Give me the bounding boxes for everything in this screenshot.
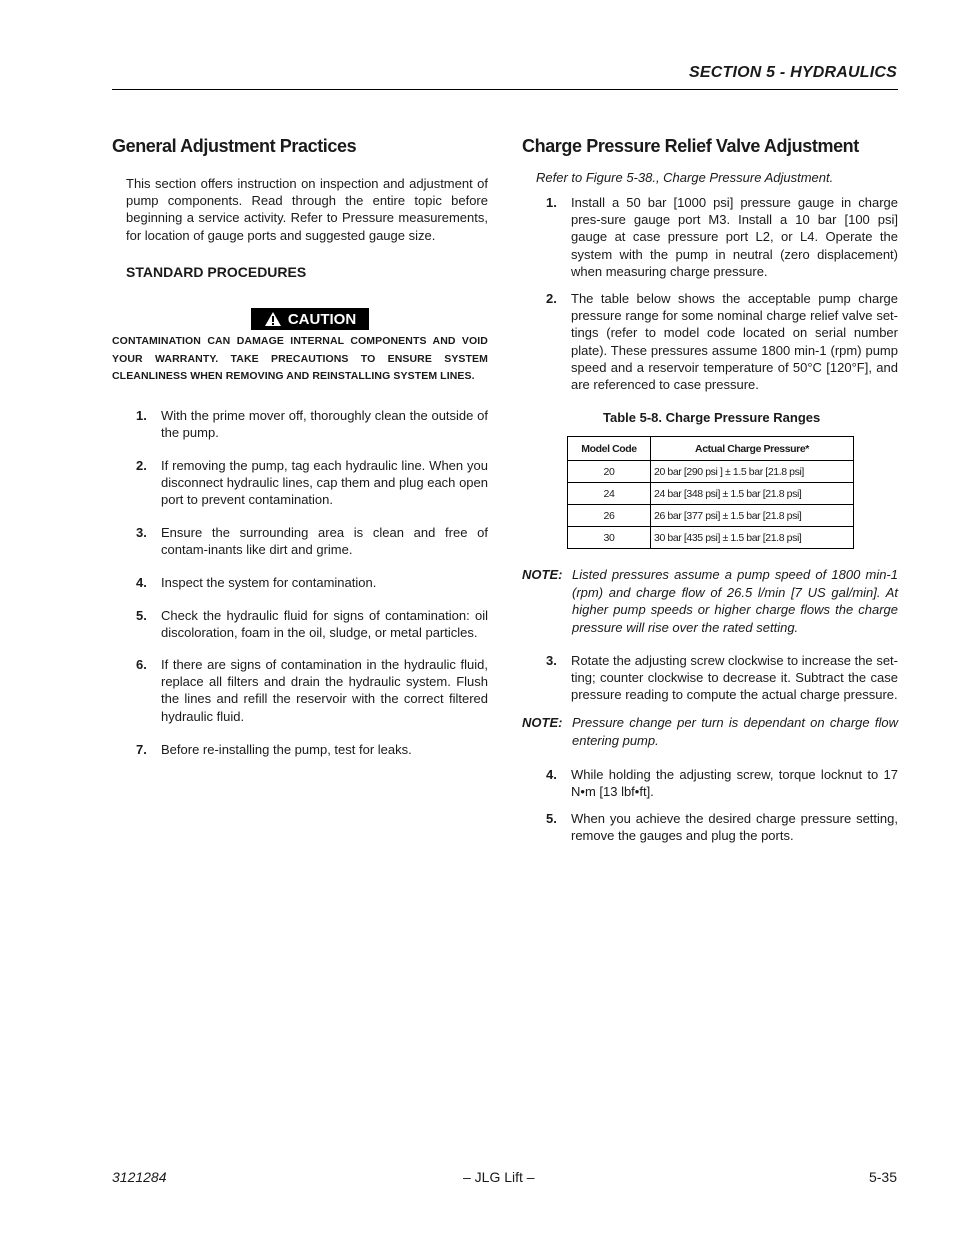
caution-text: CONTAMINATION CAN DAMAGE INTERNAL COMPONENTS AND VOID YOUR WARRANTY. TAKE PRECAUTIONS TO ENSURE SYSTEM CLEANLINESS WHEN REMOVING AND REINSTALLING SYSTEM LINES. <box>112 335 488 382</box>
table-row: 26 26 bar [377 psi] ± 1.5 bar [21.8 psi] <box>568 505 854 527</box>
footer-center: – JLG Lift – <box>463 1169 535 1185</box>
list-item: 4. While holding the adjusting screw, torque locknut to 17 N•m [13 lbf•ft]. <box>546 767 898 800</box>
list-item: 2. The table below shows the acceptable pump charge pressure range for some nominal charge relief valve set-tings (refer to model code located on serial number plate). These pressures assume 1800 min-1 (rpm) pump speed and a reservoir temperature of 50°C [120°F], and are referenced to case pressure. <box>546 291 898 393</box>
charge-pressure-table <box>567 436 854 549</box>
right-heading: Charge Pressure Relief Valve Adjustment <box>522 136 859 156</box>
figure-reference: Refer to Figure 5-38., Charge Pressure Adjustment. <box>536 170 834 185</box>
warning-icon <box>264 311 282 327</box>
list-item: 2. If removing the pump, tag each hydraulic line. When you disconnect hydraulic lines, cap them and plug each open port to prevent contamination. <box>136 458 488 508</box>
header-rule <box>112 89 898 90</box>
list-item: 5. When you achieve the desired charge pressure setting, remove the gauges and plug the ports. <box>546 811 898 844</box>
page-number: 5-35 <box>868 1169 897 1185</box>
table-row: 24 24 bar [348 psi] ± 1.5 bar [21.8 psi] <box>568 483 854 505</box>
list-item: 1. With the prime mover off, thoroughly clean the outside of the pump. <box>136 408 488 441</box>
list-item: 1. Install a 50 bar [1000 psi] pressure gauge in charge pres-sure gauge port M3. Install a 10 bar [100 psi] gauge at case pressure port L2, or L4. Operate the system with the pump in neutral (zero displacement) when measuring charge pressure. <box>546 195 898 279</box>
note-1: NOTE: Listed pressures assume a pump speed of 1800 min-1 (rpm) and charge flow of 26.5 l/min [7 US gal/min]. At higher pump speeds or higher charge flows the charge pressure will rise over the rated setting. <box>522 567 898 635</box>
list-item: 6. If there are signs of contamination in the hydraulic fluid, replace all filters and drain the hydraulic system. Flush the lines and refill the reservoir with the correct filtered hydraulic fluid. <box>136 657 488 724</box>
section-title: SECTION 5 - HYDRAULICS <box>689 64 897 81</box>
standard-procedures-heading: STANDARD PROCEDURES <box>126 264 307 280</box>
table-row: 20 20 bar [290 psi ] ± 1.5 bar [21.8 psi] <box>568 461 854 483</box>
left-intro: This section offers instruction on inspection and adjustment of pump components. Read through the entire topic before beginning a service activity. Refer to Pressure measurements, for location of gauge ports and suggested gauge size. <box>126 176 488 243</box>
list-item: 3. Ensure the surrounding area is clean and free of contam-inants like dirt and grime. <box>136 525 488 558</box>
caution-label <box>251 308 369 330</box>
caution-label-text: CAUTION <box>287 310 357 328</box>
table-row: 30 30 bar [435 psi] ± 1.5 bar [21.8 psi] <box>568 527 854 549</box>
list-item: 4. Inspect the system for contamination. <box>136 575 377 590</box>
document-number: 3121284 <box>112 1169 167 1185</box>
list-item: 7. Before re-installing the pump, test for leaks. <box>136 742 412 757</box>
table-header: Actual Charge Pressure* <box>651 437 854 461</box>
table-caption: Table 5-8. Charge Pressure Ranges <box>603 410 821 425</box>
list-item: 3. Rotate the adjusting screw clockwise to increase the set-ting; counter clockwise to decrease it. Subtract the case pressure reading to compute the actual charge pressure. <box>546 653 898 703</box>
table-header: Model Code <box>568 437 651 461</box>
note-2: NOTE: Pressure change per turn is dependant on charge flow entering pump. <box>522 715 898 748</box>
left-heading: General Adjustment Practices <box>112 136 357 156</box>
list-item: 5. Check the hydraulic fluid for signs of contamination: oil discoloration, foam in the oil, sludge, or metal particles. <box>136 608 488 641</box>
